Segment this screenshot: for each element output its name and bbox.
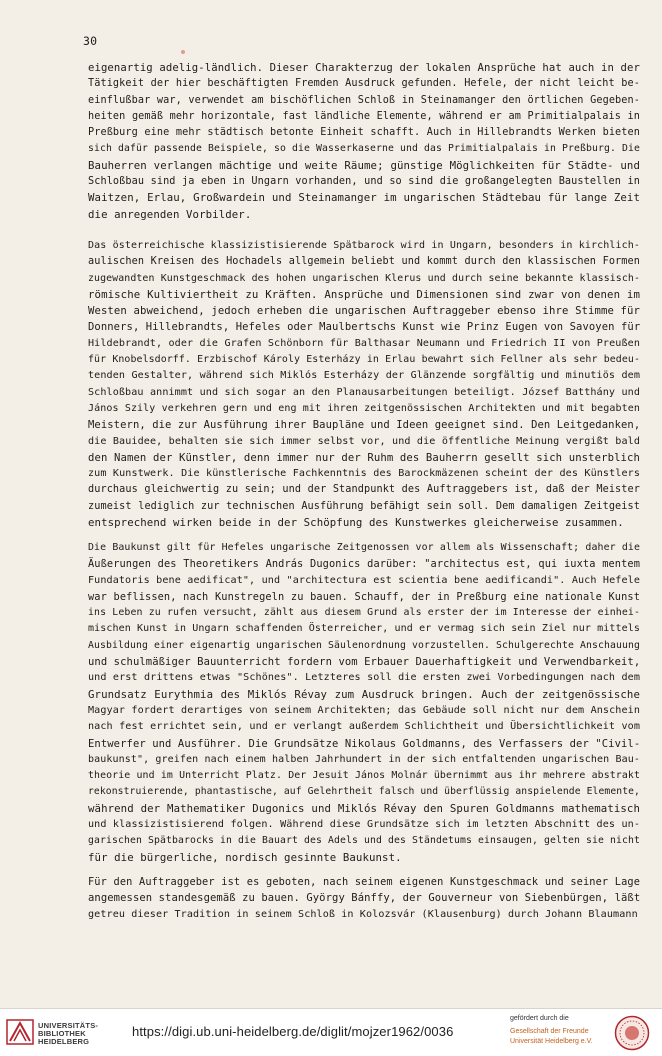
text-line: angemessen standesgemäß zu bauen. György Bánffy, der Gouverneur von Siebenbürgen, läßt xyxy=(88,892,640,905)
text-line: aulischen Kreisen des Hochadels allgemein beliebt und kommt durch den klassischen Formen xyxy=(88,256,640,268)
viewer-footer xyxy=(0,1008,662,1056)
text-line: zumeist lediglich zur technischen Ausführung befähigt sein soll. Dem damaligen Zeitgeist xyxy=(88,500,640,512)
text-line: Hildebrandt, oder die Grafen Schönborn für Balthasar Neumann und Friedrich II von Preußen xyxy=(88,337,640,349)
text-line: zugewandten Kunstgeschmack des hohen ungarischen Klerus und durch seine bekannte klassisch- xyxy=(88,272,640,284)
paragraph xyxy=(88,60,640,223)
text-line: und erst drittens etwas "Schönes". Letzteres soll die ersten zwei Vorbedingungen nach dem xyxy=(88,672,640,684)
text-line: sich dafür passende Beispiele, so die Wasserkaserne und das Primitialpalais in Preßburg. Die xyxy=(88,143,640,155)
text-line: Fundatoris bene aedificat", und "architectura est scientia bene aedificandi". Auch Hefele xyxy=(88,574,640,586)
text-line: war beflissen, nach Kunstregeln zu bauen. Schauff, der in Preßburg eine nationale Kunst xyxy=(88,590,640,603)
paragraph xyxy=(88,540,640,866)
text-line: einflußbar war, verwendet am bischöflichen Schloß in Steinamanger den örtlichen Gegeben- xyxy=(88,94,640,106)
text-line: durchaus gleichwertig zu sein; und der Standpunkt des Auftraggebers ist, daß der Meister xyxy=(88,484,640,496)
text-line: Das österreichische klassizistisierende Spätbarock wird in Ungarn, besonders in kirchlich- xyxy=(88,240,640,251)
text-line: Waitzen, Erlau, Großwardein und Steinamanger im ungarischen Städtebau für lange Zeit xyxy=(88,191,640,205)
text-line: theorie und im Unterricht Platz. Der Jesuit János Molnár übernimmt aus ihr mehrere abstrakt xyxy=(88,770,640,782)
text-line: garischen Spätbarocks in die Bauart des Adels und des Ständetums einsaugen, gelten sie nicht xyxy=(88,835,640,847)
text-line: Grundsatz Eurythmia des Miklós Révay zum Ausdruck bringen. Auch der zeitgenössische xyxy=(88,687,640,701)
text-line: Magyar fordert derartiges von seinem Architekten; das Gebäude soll nicht nur dem Anschein xyxy=(88,704,640,716)
text-line: für Knobelsdorff. Erzbischof Károly Esterházy in Erlau bewahrt sich Fellner als sehr bedeu- xyxy=(88,354,640,366)
text-line: getreu dieser Tradition in seinem Schloß in Kolozsvár (Klausenburg) durch Johann Blaumann xyxy=(88,908,638,920)
text-line: römische Kultiviertheit zu Kräften. Ansprüche und Dimensionen sind zwar von denen im xyxy=(88,287,640,301)
text-line: entsprechend wirken beide in der Schöpfung des Kunstwerkes gleicherweise zusammen. xyxy=(88,516,624,530)
text-line: während der Mathematiker Dugonics und Miklós Révay den Spuren Goldmanns mathematisch xyxy=(88,801,640,815)
text-line: zum Kunstwerk. Die künstlerische Fachkenntnis des Barockmäzenen scheint der des Künstlers xyxy=(88,468,640,480)
text-line: Meistern, die zur Ausführung ihrer Baupläne und Ideen geeignet sind. Den Leitgedanken, xyxy=(88,419,640,432)
sponsor-org-line: Universität Heidelberg e.V. xyxy=(510,1038,593,1045)
library-name-line: UNIVERSITÄTS- xyxy=(38,1021,99,1030)
text-line: rekonstruierende, phantastische, auf Gelehrtheit falsch und überflüssig anspielende Elemente, xyxy=(88,786,640,798)
society-seal-icon[interactable] xyxy=(614,1015,650,1051)
text-line: die anregenden Vorbilder. xyxy=(88,207,252,221)
text-line: die Bauidee, behalten sie sich immer selbst vor, und die öffentliche Meinung vergißt bald xyxy=(88,435,640,447)
paragraph xyxy=(88,874,640,923)
text-line: Für den Auftraggeber ist es geboten, nach seinem eigenen Kunstgeschmack und seiner Lage xyxy=(88,876,640,888)
sponsor-credit[interactable] xyxy=(510,1014,593,1047)
page-number: 30 xyxy=(83,34,98,48)
library-name-line: BIBLIOTHEK xyxy=(38,1029,86,1038)
ink-mark xyxy=(181,50,185,54)
library-name[interactable] xyxy=(38,1022,98,1046)
text-line: Entwerfer und Ausführer. Die Grundsätze Nikolaus Goldmanns, des Verfassers der "Civil- xyxy=(88,737,640,750)
text-line: Schloßbau annimmt und sich sogar an den Planausarbeitungen beteiligt. József Batthány und xyxy=(88,386,640,398)
text-line: Die Baukunst gilt für Hefeles ungarische Zeitgenossen vor allem als Wissenschaft; daher die xyxy=(88,542,640,553)
text-line: nach fest errichtet sein, und er verlangt außerdem Schlichtheit und Übersichtlichkeit vom xyxy=(88,721,640,733)
university-library-logo-icon[interactable] xyxy=(6,1017,34,1047)
text-line: heiten gemäß mehr horizontale, fast ländliche Elemente, während er am Primitialpalais in xyxy=(88,110,640,122)
text-line: baukunst", greifen nach einem halben Jahrhundert in der sich entfaltenden ungarischen Bau- xyxy=(88,753,640,765)
text-line: eigenartig adelig-ländlich. Dieser Charakterzug der lokalen Ansprüche hat auch in der xyxy=(88,62,640,74)
sponsor-org-line: Gesellschaft der Freunde xyxy=(510,1028,589,1035)
text-line: János Szily verkehren gern und eng mit ihren zeitgenössischen Architekten und mit begabten xyxy=(88,402,640,414)
text-line: Westen abweichend, jedoch erheben die ungarischen Auftraggeber ebenso ihre Stimme für xyxy=(88,305,640,318)
text-line: mischen Kunst in Ungarn schaffenden Österreicher, und er vermag sich sein Ziel nur mittels xyxy=(88,623,640,635)
text-line: für die bürgerliche, nordisch gesinnte Baukunst. xyxy=(88,850,402,864)
sponsor-lead: gefördert durch die xyxy=(510,1015,569,1022)
text-line: ins Leben zu rufen versucht, zählt aus diesem Grund als erster der im Interesse der einhei- xyxy=(88,607,640,619)
text-line: Tätigkeit der hier beschäftigten Fremden Ausdruck gefunden. Hefele, der nicht leicht be- xyxy=(88,78,640,90)
paragraph xyxy=(88,238,640,531)
library-name-line: HEIDELBERG xyxy=(38,1037,90,1046)
text-line: Ausbildung einer eigenartig ungarischen Säulenordnung vorzustellen. Schulgerechte Anschauung xyxy=(88,639,640,651)
text-line: Donners, Hillebrandts, Hefeles oder Maulbertschs Kunst wie Prinz Eugen von Savoyen für xyxy=(88,321,640,334)
text-line: Äußerungen des Theoretikers András Dugonics darüber: "architectus est, qui iuxta mentem xyxy=(88,558,640,571)
permalink-url[interactable]: https://digi.ub.uni-heidelberg.de/diglit/mojzer1962/0036 xyxy=(132,1024,454,1039)
text-line: Bauherren verlangen mächtige und weite Räume; günstige Möglichkeiten für Städte- und xyxy=(88,158,640,172)
text-line: den Namen der Künstler, denn immer nur der Ruhm des Bauherrn gesellt sich unsterblich xyxy=(88,451,640,464)
text-line: tenden Gestalter, während sich Miklós Esterházy der Glänzende sorgfältig und minutiös dem xyxy=(88,370,640,382)
text-line: Preßburg eine mehr städtisch betonte Einheit schafft. Auch in Hillebrandts Werken bieten xyxy=(88,127,640,139)
text-line: und klassizistisierend folgen. Während diese Grundsätze sich im letzten Abschnitt des un- xyxy=(88,819,640,831)
text-line: und schulmäßiger Bauunterricht fordern vom Erbauer Dauerhaftigkeit und Verwendbarkeit, xyxy=(88,656,640,669)
text-line: Schloßbau sind ja eben in Ungarn vorhanden, und so sind die großangelegten Baustellen in xyxy=(88,176,640,188)
